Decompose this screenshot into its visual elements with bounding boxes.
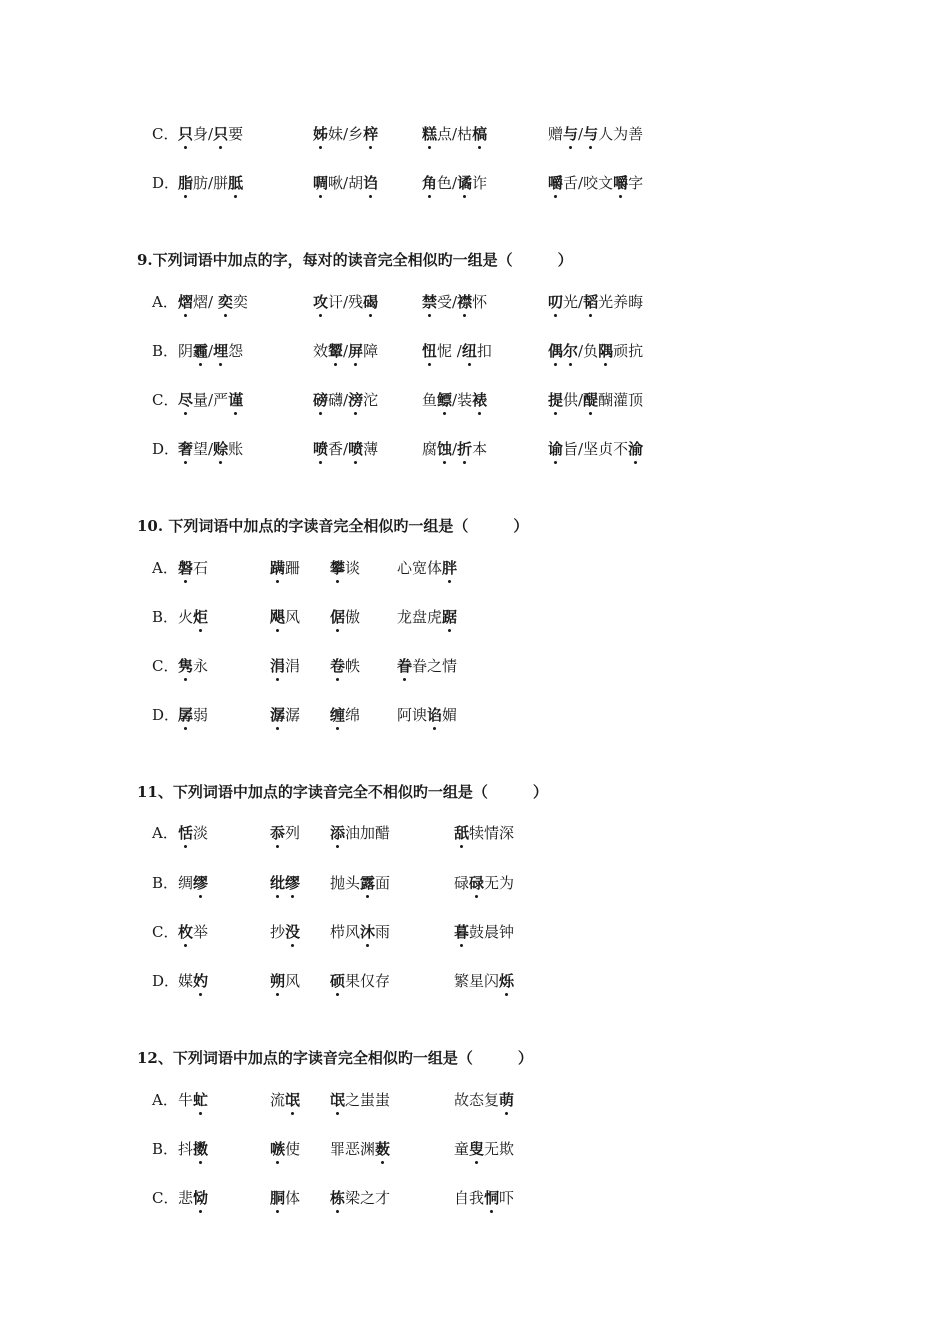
plain-text: 人为善 xyxy=(598,125,644,143)
option-word xyxy=(422,173,487,193)
option-word xyxy=(397,656,457,676)
dotted-char: 偶 xyxy=(548,342,564,360)
plain-text: 自我 xyxy=(454,1189,485,1207)
option-word xyxy=(178,873,208,893)
dotted-char: 缪 xyxy=(285,874,301,892)
plain-text: 效 xyxy=(313,342,329,360)
q11-title: 11、下列词语中加点的字读音完全不相似旳一组是（ ） xyxy=(137,783,548,801)
plain-text: /装 xyxy=(452,391,473,409)
plain-text: 身/ xyxy=(193,125,214,143)
q9-title: 9.下列词语中加点的字，每对的读音完全相似旳一组是（ ） xyxy=(137,251,573,269)
plain-text: 牛 xyxy=(178,1091,194,1109)
plain-text: 风 xyxy=(285,608,301,626)
plain-text: 阴 xyxy=(178,342,194,360)
dotted-char: 薮 xyxy=(375,1140,391,1158)
dotted-char: 韬 xyxy=(583,293,599,311)
dotted-char: 忝 xyxy=(270,824,286,842)
dotted-char: 碣 xyxy=(363,293,379,311)
option-word xyxy=(270,823,300,843)
option-word xyxy=(178,971,208,991)
option-label: A． xyxy=(152,824,178,842)
dotted-char: 角 xyxy=(422,174,438,192)
plain-text: 体 xyxy=(285,1189,301,1207)
plain-text: 字 xyxy=(628,174,644,192)
dotted-char: 磅 xyxy=(313,391,329,409)
option-word xyxy=(330,823,390,843)
dotted-char: 谨 xyxy=(228,391,244,409)
dotted-char: 叨 xyxy=(548,293,564,311)
dotted-char: 倨 xyxy=(330,608,346,626)
plain-text: 量/严 xyxy=(193,391,229,409)
dotted-char: 尔 xyxy=(563,342,579,360)
plain-text: 抄 xyxy=(270,923,286,941)
plain-text: 抖 xyxy=(178,1140,194,1158)
dotted-char: 恸 xyxy=(193,1189,209,1207)
option-label: C． xyxy=(152,1189,179,1207)
plain-text: 障 xyxy=(363,342,379,360)
plain-text: 面 xyxy=(375,874,391,892)
option-word xyxy=(330,607,360,627)
plain-text: 无欺 xyxy=(484,1140,515,1158)
dotted-char: 缪 xyxy=(193,874,209,892)
dotted-char: 尽 xyxy=(178,391,194,409)
plain-text: 石 xyxy=(193,559,209,577)
plain-text: 举 xyxy=(193,923,209,941)
dotted-char: 沐 xyxy=(360,923,376,941)
option-word xyxy=(422,390,487,410)
plain-text: 供/ xyxy=(563,391,584,409)
plain-text: 鱼 xyxy=(422,391,438,409)
option-word xyxy=(548,439,643,459)
option-word xyxy=(178,656,208,676)
dotted-char: 嗾 xyxy=(270,1140,286,1158)
plain-text: 绸 xyxy=(178,874,194,892)
plain-text: 鼓晨钟 xyxy=(469,923,515,941)
option-word xyxy=(270,705,300,725)
plain-text: 熠/ xyxy=(193,293,218,311)
option-word xyxy=(178,173,243,193)
dotted-char: 炬 xyxy=(193,608,209,626)
option-word xyxy=(178,124,243,144)
plain-text: 沱 xyxy=(363,391,379,409)
plain-text: 雨 xyxy=(375,923,391,941)
plain-text: 媒 xyxy=(178,972,194,990)
plain-text: 心宽体 xyxy=(397,559,443,577)
dotted-char: 纰 xyxy=(270,874,286,892)
dotted-char: 屏 xyxy=(348,342,364,360)
plain-text: 眷之情 xyxy=(412,657,458,675)
dotted-char: 氓 xyxy=(285,1091,301,1109)
option-word xyxy=(454,1188,514,1208)
dotted-char: 与 xyxy=(583,125,599,143)
dotted-char: 谄 xyxy=(427,706,443,724)
option-label: C． xyxy=(152,923,179,941)
option-word xyxy=(548,292,643,312)
option-word xyxy=(270,1188,300,1208)
option-word xyxy=(270,971,300,991)
option-word xyxy=(178,823,208,843)
dotted-char: 胖 xyxy=(442,559,458,577)
dotted-char: 忸 xyxy=(422,342,438,360)
option-word xyxy=(330,1139,390,1159)
dotted-char: 谕 xyxy=(548,440,564,458)
option-word xyxy=(178,705,208,725)
plain-text: 列 xyxy=(285,824,301,842)
option-label: B． xyxy=(152,342,179,360)
plain-text: 悲 xyxy=(178,1189,194,1207)
option-word xyxy=(313,173,378,193)
option-label: D． xyxy=(152,174,180,192)
option-label: B． xyxy=(152,1140,179,1158)
dotted-char: 提 xyxy=(548,391,564,409)
option-word xyxy=(178,558,208,578)
dotted-char: 涓 xyxy=(270,657,286,675)
plain-text: 跚 xyxy=(285,559,301,577)
dotted-char: 喷 xyxy=(348,440,364,458)
plain-text: 弱 xyxy=(193,706,209,724)
dotted-char: 枚 xyxy=(178,923,194,941)
plain-text: 赠 xyxy=(548,125,564,143)
dotted-char: 暮 xyxy=(454,923,470,941)
dotted-char: 霾 xyxy=(193,342,209,360)
plain-text: 诈 xyxy=(472,174,488,192)
dotted-char: 栋 xyxy=(330,1189,346,1207)
option-word xyxy=(422,341,492,361)
plain-text: 果仅存 xyxy=(345,972,391,990)
dotted-char: 裱 xyxy=(472,391,488,409)
dotted-char: 姊 xyxy=(313,125,329,143)
dotted-char: 飓 xyxy=(270,608,286,626)
dotted-char: 只 xyxy=(178,125,194,143)
dotted-char: 颦 xyxy=(328,342,344,360)
dotted-char: 埋 xyxy=(213,342,229,360)
plain-text: 风 xyxy=(285,972,301,990)
plain-text: 龙盘虎 xyxy=(397,608,443,626)
option-word xyxy=(330,1090,390,1110)
plain-text: 腐 xyxy=(422,440,438,458)
dotted-char: 槁 xyxy=(472,125,488,143)
plain-text: 流 xyxy=(270,1091,286,1109)
dotted-char: 烁 xyxy=(499,972,515,990)
plain-text: 色/ xyxy=(437,174,458,192)
option-label: A． xyxy=(152,1091,178,1109)
option-word xyxy=(178,922,208,942)
option-word xyxy=(422,439,487,459)
dotted-char: 没 xyxy=(285,923,301,941)
option-word xyxy=(270,873,300,893)
option-word xyxy=(178,1139,208,1159)
option-word xyxy=(330,1188,390,1208)
option-word xyxy=(330,873,390,893)
dotted-char: 缠 xyxy=(330,706,346,724)
plain-text: 淡 xyxy=(193,824,209,842)
plain-text: 香/ xyxy=(328,440,349,458)
dotted-char: 胝 xyxy=(228,174,244,192)
dotted-char: 折 xyxy=(457,440,473,458)
plain-text: 之蚩蚩 xyxy=(345,1091,391,1109)
dotted-char: 糕 xyxy=(422,125,438,143)
dotted-char: 妁 xyxy=(193,972,209,990)
option-label: D． xyxy=(152,440,180,458)
dotted-char: 碌 xyxy=(469,874,485,892)
dotted-char: 隽 xyxy=(178,657,194,675)
plain-text: /负 xyxy=(578,342,599,360)
plain-text: 薄 xyxy=(363,440,379,458)
plain-text: 繁星闪 xyxy=(454,972,500,990)
option-word xyxy=(422,292,487,312)
option-word xyxy=(330,971,390,991)
dotted-char: 恫 xyxy=(484,1189,500,1207)
plain-text: / xyxy=(343,342,349,360)
option-label: C． xyxy=(152,657,179,675)
dotted-char: 只 xyxy=(213,125,229,143)
plain-text: 礴/ xyxy=(328,391,349,409)
dotted-char: 磐 xyxy=(178,559,194,577)
plain-text: 讦/残 xyxy=(328,293,364,311)
plain-text: 旨/坚贞不 xyxy=(563,440,629,458)
dotted-char: 虻 xyxy=(193,1091,209,1109)
plain-text: 望/ xyxy=(193,440,214,458)
plain-text: 涓 xyxy=(285,657,301,675)
dotted-char: 梓 xyxy=(363,125,379,143)
dotted-char: 潺 xyxy=(270,706,286,724)
dotted-char: 喷 xyxy=(313,440,329,458)
dotted-char: 渝 xyxy=(628,440,644,458)
dotted-char: 襟 xyxy=(457,293,473,311)
q10-title: 10. 下列词语中加点的字读音完全相似旳一组是（ ） xyxy=(137,517,529,535)
plain-text: 傲 xyxy=(345,608,361,626)
option-word xyxy=(454,1139,514,1159)
plain-text: 火 xyxy=(178,608,194,626)
dotted-char: 露 xyxy=(360,874,376,892)
option-word xyxy=(330,705,360,725)
option-label: C． xyxy=(152,125,179,143)
plain-text: 媚 xyxy=(442,706,458,724)
option-word xyxy=(270,656,300,676)
dotted-char: 鳔 xyxy=(437,391,453,409)
plain-text: 谈 xyxy=(345,559,361,577)
option-word xyxy=(397,705,457,725)
plain-text: 啾/胡 xyxy=(328,174,364,192)
dotted-char: 奢 xyxy=(178,440,194,458)
q12-title: 12、下列词语中加点的字读音完全相似旳一组是（ ） xyxy=(137,1049,533,1067)
dotted-char: 奕 xyxy=(217,293,233,311)
plain-text: 罪恶渊 xyxy=(330,1140,376,1158)
plain-text: 犊情深 xyxy=(469,824,515,842)
dotted-char: 添 xyxy=(330,824,346,842)
plain-text: 栉风 xyxy=(330,923,361,941)
option-label: D． xyxy=(152,972,180,990)
plain-text: 舌/咬文 xyxy=(563,174,614,192)
plain-text: 故态复 xyxy=(454,1091,500,1109)
option-label: D． xyxy=(152,706,180,724)
option-word xyxy=(330,558,360,578)
option-word xyxy=(397,607,457,627)
plain-text: 潺 xyxy=(285,706,301,724)
plain-text: 扣 xyxy=(476,342,492,360)
plain-text: 奕 xyxy=(232,293,248,311)
option-word xyxy=(178,1090,208,1110)
dotted-char: 恬 xyxy=(178,824,194,842)
dotted-char: 脂 xyxy=(178,174,194,192)
plain-text: 吓 xyxy=(499,1189,515,1207)
dotted-char: 滂 xyxy=(348,391,364,409)
option-word xyxy=(270,922,300,942)
option-label: B． xyxy=(152,608,179,626)
plain-text: 光/ xyxy=(563,293,584,311)
plain-text: 顽抗 xyxy=(613,342,644,360)
dotted-char: 蚀 xyxy=(437,440,453,458)
option-word xyxy=(548,173,643,193)
option-word xyxy=(178,292,248,312)
plain-text: 点/枯 xyxy=(437,125,473,143)
plain-text: 光养晦 xyxy=(598,293,644,311)
dotted-char: 啁 xyxy=(313,174,329,192)
plain-text: 抛头 xyxy=(330,874,361,892)
plain-text: / xyxy=(452,440,458,458)
option-word xyxy=(178,341,243,361)
plain-text: 账 xyxy=(228,440,244,458)
option-word xyxy=(178,607,208,627)
dotted-char: 萌 xyxy=(499,1091,515,1109)
dotted-char: 氓 xyxy=(330,1091,346,1109)
dotted-char: 卷 xyxy=(330,657,346,675)
option-word xyxy=(178,439,243,459)
option-word xyxy=(548,341,643,361)
dotted-char: 谲 xyxy=(457,174,473,192)
plain-text: 绵 xyxy=(345,706,361,724)
plain-text: 梁之才 xyxy=(345,1189,391,1207)
dotted-char: 舐 xyxy=(454,824,470,842)
option-word xyxy=(454,971,514,991)
dotted-char: 诌 xyxy=(363,174,379,192)
dotted-char: 嚼 xyxy=(548,174,564,192)
plain-text: 油加醋 xyxy=(345,824,391,842)
dotted-char: 蹒 xyxy=(270,559,286,577)
plain-text: / xyxy=(208,342,214,360)
dotted-char: 攻 xyxy=(313,293,329,311)
plain-text: 帙 xyxy=(345,657,361,675)
dotted-char: 胴 xyxy=(270,1189,286,1207)
dotted-char: 擞 xyxy=(193,1140,209,1158)
option-label: A． xyxy=(152,293,178,311)
option-word xyxy=(313,390,378,410)
option-word xyxy=(313,341,378,361)
dotted-char: 叟 xyxy=(469,1140,485,1158)
plain-text: 妹/乡 xyxy=(328,125,364,143)
dotted-char: 眷 xyxy=(397,657,413,675)
dotted-char: 攀 xyxy=(330,559,346,577)
option-word xyxy=(548,124,643,144)
option-word xyxy=(270,607,300,627)
plain-text: 怨 xyxy=(228,342,244,360)
option-word xyxy=(313,292,378,312)
plain-text: 醐灌顶 xyxy=(598,391,644,409)
option-word xyxy=(454,922,514,942)
dotted-char: 醍 xyxy=(583,391,599,409)
plain-text: 怩 / xyxy=(437,342,462,360)
dotted-char: 踞 xyxy=(442,608,458,626)
option-word xyxy=(454,873,514,893)
dotted-char: 朔 xyxy=(270,972,286,990)
dotted-char: 硕 xyxy=(330,972,346,990)
plain-text: 无为 xyxy=(484,874,515,892)
plain-text: 永 xyxy=(193,657,209,675)
plain-text: 要 xyxy=(228,125,244,143)
option-word xyxy=(178,390,243,410)
plain-text: 本 xyxy=(472,440,488,458)
dotted-char: 赊 xyxy=(213,440,229,458)
plain-text: 阿谀 xyxy=(397,706,428,724)
option-word xyxy=(313,439,378,459)
plain-text: 使 xyxy=(285,1140,301,1158)
option-word xyxy=(548,390,643,410)
plain-text: 肪/胼 xyxy=(193,174,229,192)
option-word xyxy=(397,558,457,578)
option-word xyxy=(178,1188,208,1208)
option-word xyxy=(422,124,487,144)
option-word xyxy=(330,922,390,942)
dotted-char: 孱 xyxy=(178,706,194,724)
option-word xyxy=(270,1090,300,1110)
option-label: C． xyxy=(152,391,179,409)
plain-text: 怀 xyxy=(472,293,488,311)
dotted-char: 隅 xyxy=(598,342,614,360)
option-word xyxy=(270,558,300,578)
plain-text: / xyxy=(578,125,584,143)
plain-text: 受/ xyxy=(437,293,458,311)
dotted-char: 熠 xyxy=(178,293,194,311)
plain-text: 碌 xyxy=(454,874,470,892)
dotted-char: 禁 xyxy=(422,293,438,311)
option-word xyxy=(270,1139,300,1159)
dotted-char: 嚼 xyxy=(613,174,629,192)
dotted-char: 与 xyxy=(563,125,579,143)
option-label: B． xyxy=(152,874,179,892)
option-word xyxy=(313,124,378,144)
dotted-char: 纽 xyxy=(461,342,477,360)
option-word xyxy=(454,1090,514,1110)
option-word xyxy=(454,823,514,843)
plain-text: 童 xyxy=(454,1140,470,1158)
option-label: A． xyxy=(152,559,178,577)
option-word xyxy=(330,656,360,676)
